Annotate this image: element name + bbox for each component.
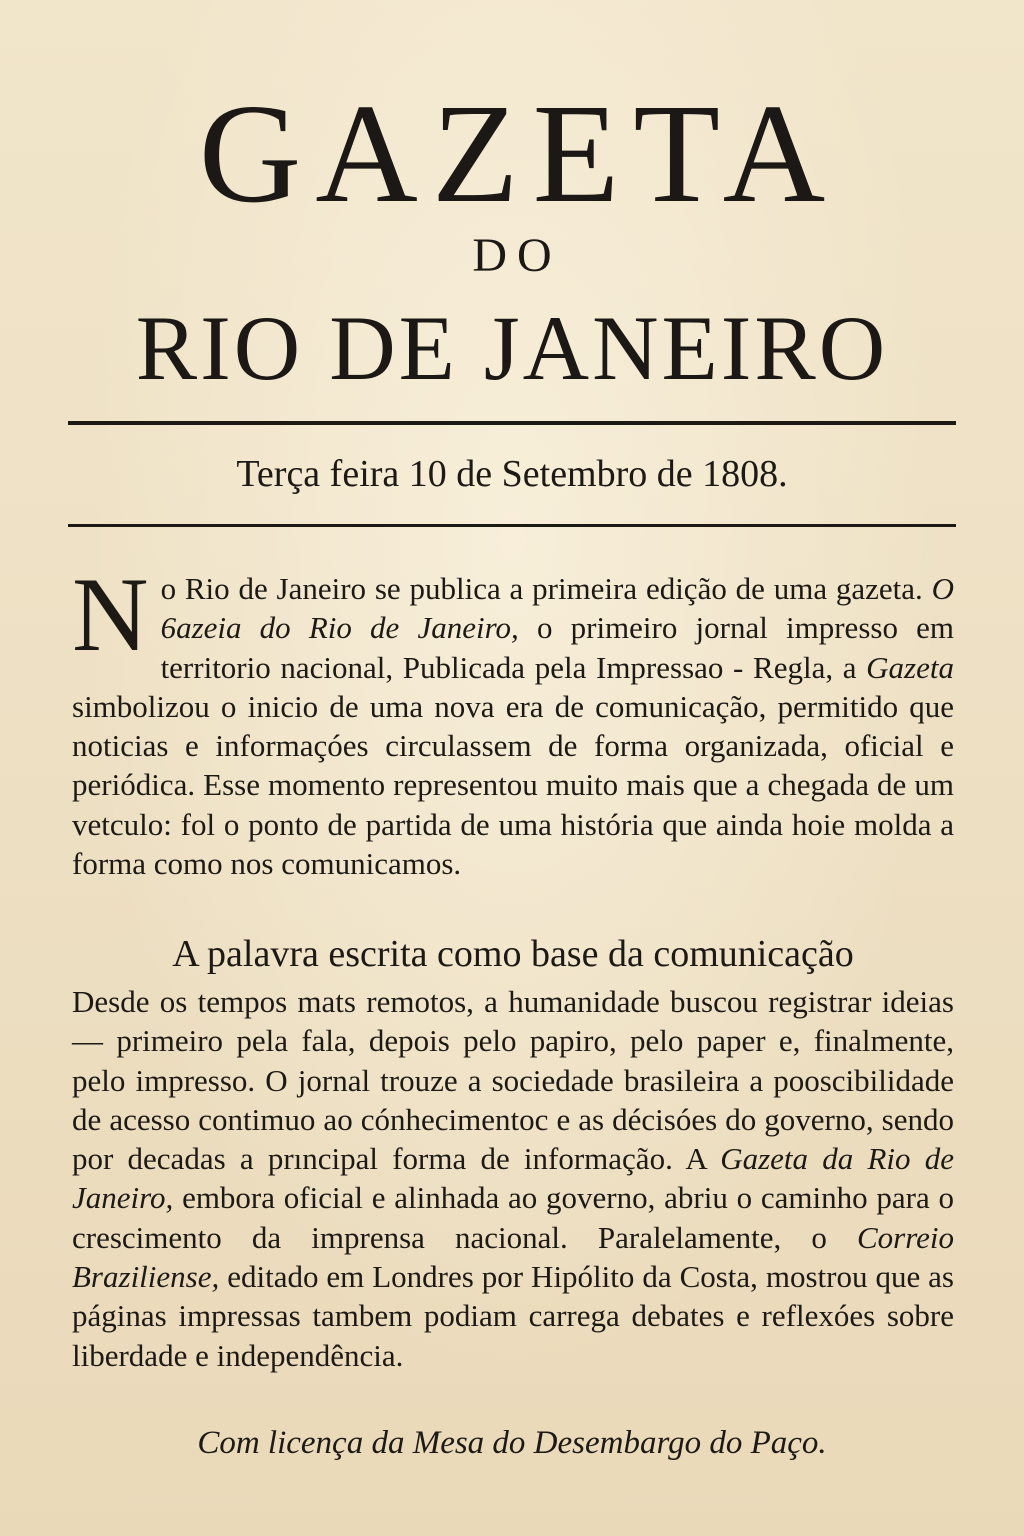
intro-text-part-1: o Rio de Janeiro se publica a primeira edição de uma gazeta. bbox=[160, 571, 932, 606]
section-italic-gazeta: Gazeta da Rio de Janeiro, bbox=[72, 1141, 954, 1216]
masthead-title: GAZETA bbox=[198, 74, 840, 232]
masthead-connector: DO bbox=[472, 229, 562, 282]
section-italic-correio: Correio Braziliense, bbox=[72, 1219, 954, 1295]
section-heading: A palavra escrita como base da comunicação bbox=[172, 933, 854, 975]
section-text-part-2: embora oficial e alinhada ao governo, abriu o caminho para o crescimento da imprensa nacional. Paralelamente, o bbox=[72, 1180, 954, 1255]
bottom-rule-divider bbox=[68, 524, 956, 527]
drop-cap-letter: N bbox=[72, 556, 149, 673]
masthead-city: RIO DE JANEIRO bbox=[135, 297, 889, 399]
intro-text-part-2: o primeiro jornal impresso em territorio nacional, Publicada pela Impressao - Regla, a bbox=[160, 610, 954, 685]
intro-paragraph bbox=[72, 556, 954, 883]
dateline: Terça feira 10 de Setembro de 1808. bbox=[236, 453, 788, 495]
intro-italic-title: O 6azeia do Rio de Janeiro, bbox=[160, 571, 954, 646]
top-rule-divider bbox=[68, 421, 956, 425]
intro-text-part-3: simbolizou o inicio de uma nova era de comunicação, permitido que noticias e informaçóes circulassem de forma organizada, oficial e periódica. Esse momento representou muito mais que a chegada de um vetculo: fol o ponto de partida de uma história que ainda hoie molda a forma como nos comunicamos. bbox=[72, 688, 954, 882]
section-text-part-1: Desde os tempos mats remotos, a humanidade buscou registrar ideias — primeiro pela fala, depois pelo papiro, pelo paper e, finalmente, pelo impresso. O jornal trouze a sociedade brasileira a pooscibilidade de acesso contimuo ao cónhecimentoc e as décisóes do governo, sendo por decadas a prıncipal forma de informação. A bbox=[72, 984, 954, 1177]
section-paragraph bbox=[72, 982, 954, 1375]
imprint-line: Com licença da Mesa do Desembargo do Paço. bbox=[197, 1425, 827, 1461]
intro-italic-gazeta: Gazeta bbox=[866, 649, 954, 685]
section-text-part-3: editado em Londres por Hipólito da Costa, mostrou que as páginas impressas tambem podiam carrega debates e reflexóes sobre liberdade e independência. bbox=[72, 1259, 954, 1373]
